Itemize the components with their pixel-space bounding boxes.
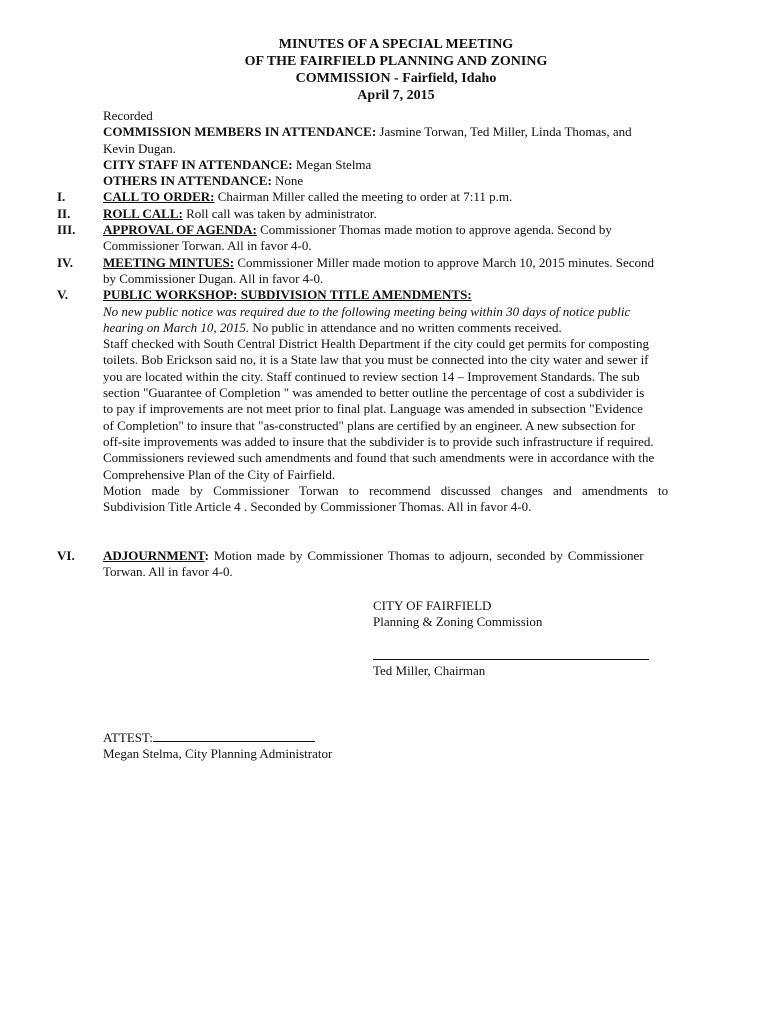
motion-text-1: Motion made by Commissioner Torwan to recommend discussed changes and amendments to xyxy=(103,482,669,498)
item-text: Chairman Miller called the meeting to order at 7:11 p.m. xyxy=(214,189,513,205)
document-title xyxy=(200,36,592,104)
motion-text-2: Subdivision Title Article 4 . Seconded by Commissioner Thomas. All in favor 4-0. xyxy=(103,499,532,515)
item-text-2: Commissioner Torwan. All in favor 4-0. xyxy=(103,238,312,254)
others-value: None xyxy=(271,173,304,189)
attest-label: ATTEST: xyxy=(103,730,153,745)
staff-attendance xyxy=(103,157,691,173)
item-text-1: Commissioner Miller made motion to approve March 10, 2015 minutes. Second xyxy=(234,254,655,270)
workshop-text-4: section "Guarantee of Completion " was amended to better outline the percentage of cost a subdivider is xyxy=(103,385,645,401)
administrator-name: Megan Stelma, City Planning Administrator xyxy=(103,746,333,762)
workshop-text-8: Commissioners reviewed such amendments and found that such amendments were in accordance with the xyxy=(103,450,655,466)
agenda-item-meeting-minutes xyxy=(57,254,691,288)
item-number: I. xyxy=(57,189,66,205)
item-text-1: Motion made by Commissioner Thomas to adjourn, seconded by Commissioner xyxy=(208,548,644,563)
notice-text-2: hearing on March 10, 2015. No public in attendance and no written comments received. xyxy=(103,319,562,335)
others-attendance xyxy=(103,173,691,189)
item-text-2: Torwan. All in favor 4-0. xyxy=(103,564,233,580)
item-text-2: by Commissioner Dugan. All in favor 4-0. xyxy=(103,270,324,286)
item-heading: CALL TO ORDER: xyxy=(103,189,215,205)
title-line-2: OF THE FAIRFIELD PLANNING AND ZONING xyxy=(244,54,548,69)
chairman-name: Ted Miller, Chairman xyxy=(373,663,486,678)
attest-block xyxy=(103,729,332,763)
item-text-1: Commissioner Thomas made motion to approve agenda. Second by xyxy=(256,222,612,238)
agenda-item-public-workshop xyxy=(57,287,691,515)
members-value-1: Jasmine Torwan, Ted Miller, Linda Thomas, and xyxy=(376,124,632,140)
item-heading: ROLL CALL: xyxy=(103,205,183,221)
item-heading: MEETING MINTUES: xyxy=(103,254,235,270)
commission-name: Planning & Zoning Commission xyxy=(373,614,543,630)
workshop-text-3: you are located within the city. Staff continued to review section 14 – Improvement Standards. The sub xyxy=(103,368,640,384)
attest-signature-line xyxy=(153,729,315,742)
title-line-3: COMMISSION - Fairfield, Idaho xyxy=(295,71,497,86)
city-signature-block xyxy=(373,598,542,631)
item-number: II. xyxy=(57,205,71,221)
agenda-item-call-to-order xyxy=(57,189,691,205)
item-number: VI. xyxy=(57,548,75,563)
notice-text-1: No new public notice was required due to the following meeting being within 30 days of notice public xyxy=(103,303,631,319)
item-heading-colon: : xyxy=(204,548,209,563)
minutes-body xyxy=(57,108,691,515)
item-number: IV. xyxy=(57,254,74,270)
item-heading: APPROVAL OF AGENDA: xyxy=(103,222,257,238)
workshop-text-9: Comprehensive Plan of the City of Fairfield. xyxy=(103,466,336,482)
members-attendance xyxy=(103,124,691,140)
item-text: Roll call was taken by administrator. xyxy=(182,205,377,221)
agenda-item-roll-call xyxy=(57,205,691,222)
workshop-text-2: toilets. Bob Erickson said no, it is a State law that you must be connected into the city water and sewer if xyxy=(103,352,649,368)
members-value-2: Kevin Dugan. xyxy=(103,140,176,156)
city-name: CITY OF FAIRFIELD xyxy=(373,598,492,613)
staff-value: Megan Stelma xyxy=(292,156,372,172)
item-number: V. xyxy=(57,287,68,303)
chairman-signature-line xyxy=(373,659,649,660)
meeting-date: April 7, 2015 xyxy=(357,88,435,103)
item-number: III. xyxy=(57,222,76,238)
title-line-1: MINUTES OF A SPECIAL MEETING xyxy=(278,37,514,52)
staff-label: CITY STAFF IN ATTENDANCE: xyxy=(103,156,293,172)
workshop-text-5: to pay if improvements are not meet prior to final plat. Language was amended in subsection "Evidence xyxy=(103,401,643,417)
agenda-item-adjournment xyxy=(57,548,691,581)
item-heading: PUBLIC WORKSHOP: SUBDIVISION TITLE AMENDMENTS: xyxy=(103,287,472,303)
members-label: COMMISSION MEMBERS IN ATTENDANCE: xyxy=(103,124,377,140)
others-label: OTHERS IN ATTENDANCE: xyxy=(103,173,272,189)
agenda-item-approval-of-agenda xyxy=(57,222,691,255)
workshop-text-6: of Completion" to insure that "as-constructed" plans are certified by an engineer. A new subsection for xyxy=(103,417,636,433)
recorded-note: Recorded xyxy=(103,108,153,123)
workshop-text-7: off-site improvements was added to insure that the subdivider is to provide such infrastructure if required. xyxy=(103,433,654,449)
workshop-text-1: Staff checked with South Central District Health Department if the city could get permits for composting xyxy=(103,336,649,352)
item-heading: ADJOURNMENT xyxy=(103,548,205,563)
